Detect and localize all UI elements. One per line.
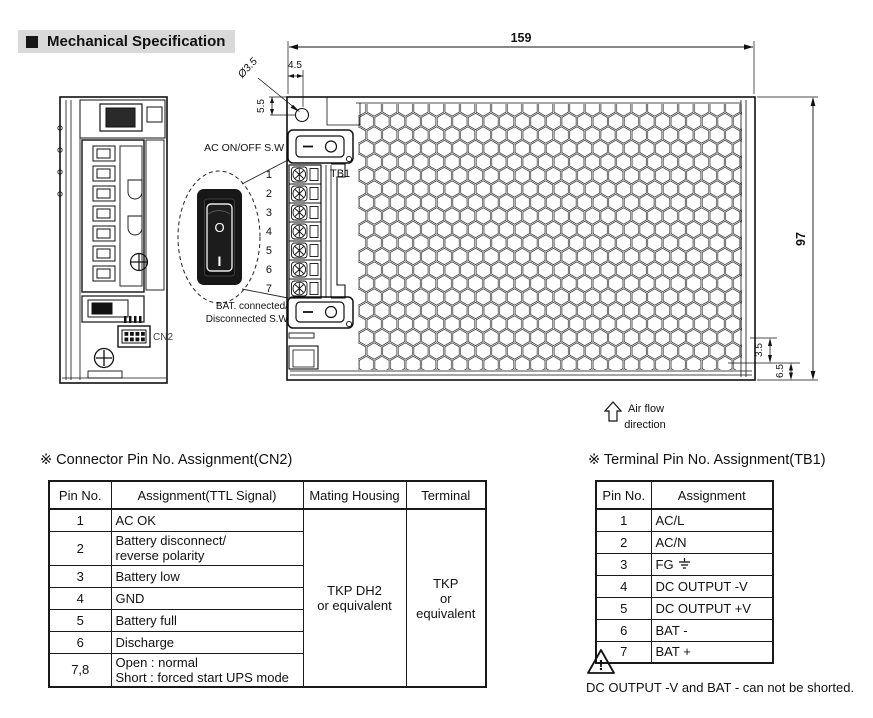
svg-text:7: 7 — [265, 283, 272, 295]
svg-text:6: 6 — [265, 264, 272, 276]
table-row: 6 Discharge — [49, 631, 486, 653]
tb1-col-pin: Pin No. — [596, 481, 651, 509]
cn2-col-mating: Mating Housing — [303, 481, 406, 509]
table-row: 2 AC/N — [596, 531, 773, 553]
table-row: 3 Battery low — [49, 565, 486, 587]
bat-switch-label-1: BAT. connected/ — [215, 301, 288, 312]
airflow-arrow-icon — [605, 402, 621, 421]
table-row: 7 BAT + — [596, 641, 773, 663]
tb1-label: TB1 — [330, 168, 351, 180]
table-row: 1 AC/L — [596, 509, 773, 531]
cn2-label: CN2 — [153, 332, 174, 343]
cn2-col-terminal: Terminal — [406, 481, 486, 509]
airflow-label-1: Air flow — [627, 403, 665, 415]
warning-icon — [586, 648, 616, 681]
cn2-col-pin: Pin No. — [49, 481, 111, 509]
bat-switch — [288, 297, 353, 328]
table-row: 5 DC OUTPUT +V — [596, 597, 773, 619]
svg-text:4: 4 — [265, 226, 272, 238]
dim-hole-offset-x: 4.5 — [288, 60, 302, 71]
tb1-terminal-block — [289, 164, 345, 298]
cn2-table-title: ※ Connector Pin No. Assignment(CN2) — [40, 452, 293, 468]
cn2-header-row — [49, 481, 486, 509]
page-title: Mechanical Specification — [47, 33, 226, 50]
airflow-label-2: direction — [624, 419, 666, 431]
cn2-mating-cell: TKP DH2 or equivalent — [303, 509, 406, 687]
table-row: 3 FG — [596, 553, 773, 575]
earth-ground-icon — [678, 558, 691, 570]
table-row: 5 Battery full — [49, 609, 486, 631]
dim-hole-offset-y: 5.5 — [256, 99, 267, 113]
table-row: 1 AC OK TKP DH2 or equivalent TKP or equivalent — [49, 509, 486, 531]
ac-switch — [288, 130, 353, 163]
table-row: 6 BAT - — [596, 619, 773, 641]
cn2-connector — [118, 326, 150, 347]
ac-switch-label: AC ON/OFF S.W — [204, 142, 284, 154]
dim-flange: 3.5 — [754, 343, 765, 357]
tb1-header-row — [596, 481, 773, 509]
cn2-col-assignment: Assignment(TTL Signal) — [111, 481, 303, 509]
warning-note: DC OUTPUT -V and BAT - can not be shorted. — [586, 680, 855, 695]
tb1-col-assignment: Assignment — [651, 481, 773, 509]
table-row: 2 Battery disconnect/ reverse polarity — [49, 531, 486, 565]
dim-height: 97 — [794, 232, 808, 246]
cn2-terminal-cell: TKP or equivalent — [406, 509, 486, 687]
svg-text:!: ! — [598, 657, 604, 674]
vent-pattern — [358, 104, 742, 370]
tb1-table — [595, 480, 774, 664]
dim-hole-diameter: Ø3.5 — [235, 55, 260, 81]
svg-text:1: 1 — [265, 169, 272, 181]
dim-width: 159 — [510, 31, 532, 45]
table-row: 4 GND — [49, 587, 486, 609]
svg-text:5: 5 — [265, 245, 272, 257]
svg-text:3: 3 — [265, 207, 272, 219]
side-view — [58, 97, 167, 383]
table-row: 4 DC OUTPUT -V — [596, 575, 773, 597]
switch-on-mark: I — [217, 253, 222, 269]
cn2-table — [48, 480, 487, 688]
bat-switch-label-2: Disconnected S.W — [205, 314, 288, 325]
tb1-pin-numbers — [266, 169, 272, 295]
dim-mount-offset: 6.5 — [775, 364, 786, 378]
tb1-table-title: ※ Terminal Pin No. Assignment(TB1) — [588, 452, 826, 468]
switch-off-mark: O — [214, 220, 225, 235]
table-row: 7,8 Open : normal Short : forced start UPS mode — [49, 653, 486, 687]
tb1-screws — [292, 167, 319, 296]
svg-text:2: 2 — [265, 188, 272, 200]
top-view — [287, 97, 755, 380]
